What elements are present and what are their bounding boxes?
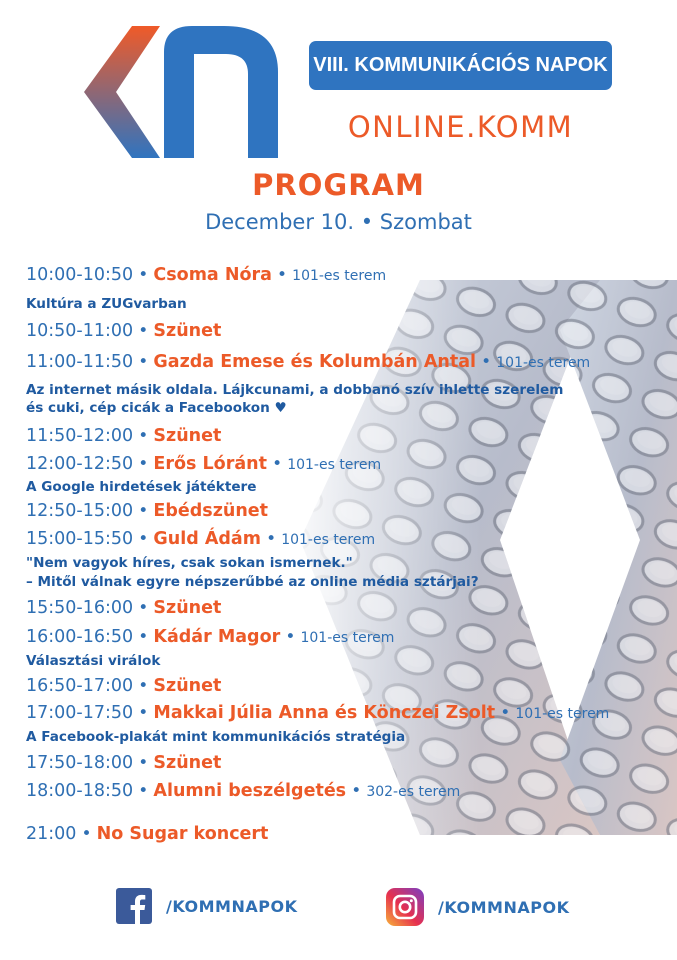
session-speaker: Szünet [153, 676, 222, 696]
schedule-row [26, 426, 221, 447]
event-badge: VIII. KOMMUNIKÁCIÓS NAPOK [309, 41, 612, 90]
separator: • [81, 824, 92, 844]
session-speaker: Szünet [153, 753, 222, 773]
session-description: Kultúra a ZUGvarban [26, 296, 187, 312]
kn-logo [84, 26, 278, 158]
separator: • [138, 676, 149, 696]
separator: • [138, 598, 149, 618]
session-speaker: Szünet [153, 598, 222, 618]
session-description: A Google hirdetések játéktere [26, 479, 257, 495]
event-date: December 10. • Szombat [205, 210, 472, 234]
session-room: 101-es terem [496, 355, 591, 371]
schedule-row [26, 265, 386, 286]
separator: • [138, 426, 149, 446]
schedule-row [26, 598, 221, 619]
schedule-row [26, 352, 590, 373]
session-time: 18:00-18:50 [26, 781, 134, 801]
session-description: A Facebook-plakát mint kommunikációs stratégia [26, 729, 406, 745]
schedule-row [26, 703, 609, 724]
separator: • [138, 703, 149, 723]
separator: • [138, 529, 149, 549]
separator: • [138, 454, 149, 474]
separator: • [138, 753, 149, 773]
session-speaker: Csoma Nóra [153, 265, 272, 285]
session-speaker: Alumni beszélgetés [153, 781, 347, 801]
session-time: 11:00-11:50 [26, 352, 134, 372]
event-subtitle: ONLINE.KOMM [347, 110, 574, 144]
schedule-row [26, 501, 268, 522]
session-time: 12:50-15:00 [26, 501, 134, 521]
session-description: Választási virálok [26, 653, 161, 669]
separator: • [481, 352, 492, 372]
schedule-row [26, 454, 381, 475]
session-time: 10:50-11:00 [26, 321, 134, 341]
session-time: 21:00 [26, 824, 77, 844]
session-time: 12:00-12:50 [26, 454, 134, 474]
session-room: 101-es terem [292, 268, 387, 284]
session-time: 10:00-10:50 [26, 265, 134, 285]
session-time: 16:50-17:00 [26, 676, 134, 696]
page-title: PROGRAM [252, 168, 425, 202]
session-speaker: Erős Lóránt [153, 454, 267, 474]
separator: • [138, 352, 149, 372]
session-speaker: Guld Ádám [153, 529, 261, 549]
instagram-icon [386, 888, 424, 926]
session-time: 17:50-18:00 [26, 753, 134, 773]
schedule-row [26, 824, 268, 845]
facebook-link[interactable] [116, 888, 297, 924]
session-room: 101-es terem [300, 630, 395, 646]
session-speaker: Makkai Júlia Anna és Könczei Zsolt [153, 703, 496, 723]
session-time: 15:00-15:50 [26, 529, 134, 549]
session-description: Az internet másik oldala. Lájkcunami, a dobbanó szív ihlette szerelem [26, 382, 564, 398]
session-room: 302-es terem [366, 784, 461, 800]
session-room: 101-es terem [281, 532, 376, 548]
session-room: 101-es terem [287, 457, 382, 473]
schedule-row [26, 676, 221, 697]
session-speaker: Szünet [153, 321, 222, 341]
separator: • [351, 781, 362, 801]
session-time: 16:00-16:50 [26, 627, 134, 647]
session-speaker: Ebédszünet [153, 501, 269, 521]
session-speaker: Gazda Emese és Kolumbán Antal [153, 352, 477, 372]
schedule-row [26, 321, 221, 342]
separator: • [277, 265, 288, 285]
instagram-link[interactable] [386, 888, 569, 926]
separator: • [272, 454, 283, 474]
separator: • [138, 627, 149, 647]
separator: • [138, 501, 149, 521]
session-speaker: Szünet [153, 426, 222, 446]
facebook-handle: /KOMMNAPOK [166, 896, 298, 916]
separator: • [266, 529, 277, 549]
session-time: 17:00-17:50 [26, 703, 134, 723]
session-speaker: No Sugar koncert [96, 824, 269, 844]
session-room: 101-es terem [515, 706, 610, 722]
schedule-row [26, 529, 375, 550]
schedule-row [26, 627, 394, 648]
session-time: 11:50-12:00 [26, 426, 134, 446]
facebook-icon [116, 888, 152, 924]
session-description: – Mitől válnak egyre népszerűbbé az online média sztárjai? [26, 574, 479, 590]
instagram-handle: /KOMMNAPOK [438, 897, 570, 917]
session-description: és cuki, cép cicák a Facebookon ♥ [26, 400, 287, 416]
separator: • [138, 265, 149, 285]
separator: • [138, 321, 149, 341]
schedule-row [26, 781, 460, 802]
session-description: "Nem vagyok híres, csak sokan ismernek." [26, 555, 353, 571]
schedule-row [26, 753, 221, 774]
session-time: 15:50-16:00 [26, 598, 134, 618]
separator: • [285, 627, 296, 647]
separator: • [138, 781, 149, 801]
session-speaker: Kádár Magor [153, 627, 281, 647]
separator: • [500, 703, 511, 723]
